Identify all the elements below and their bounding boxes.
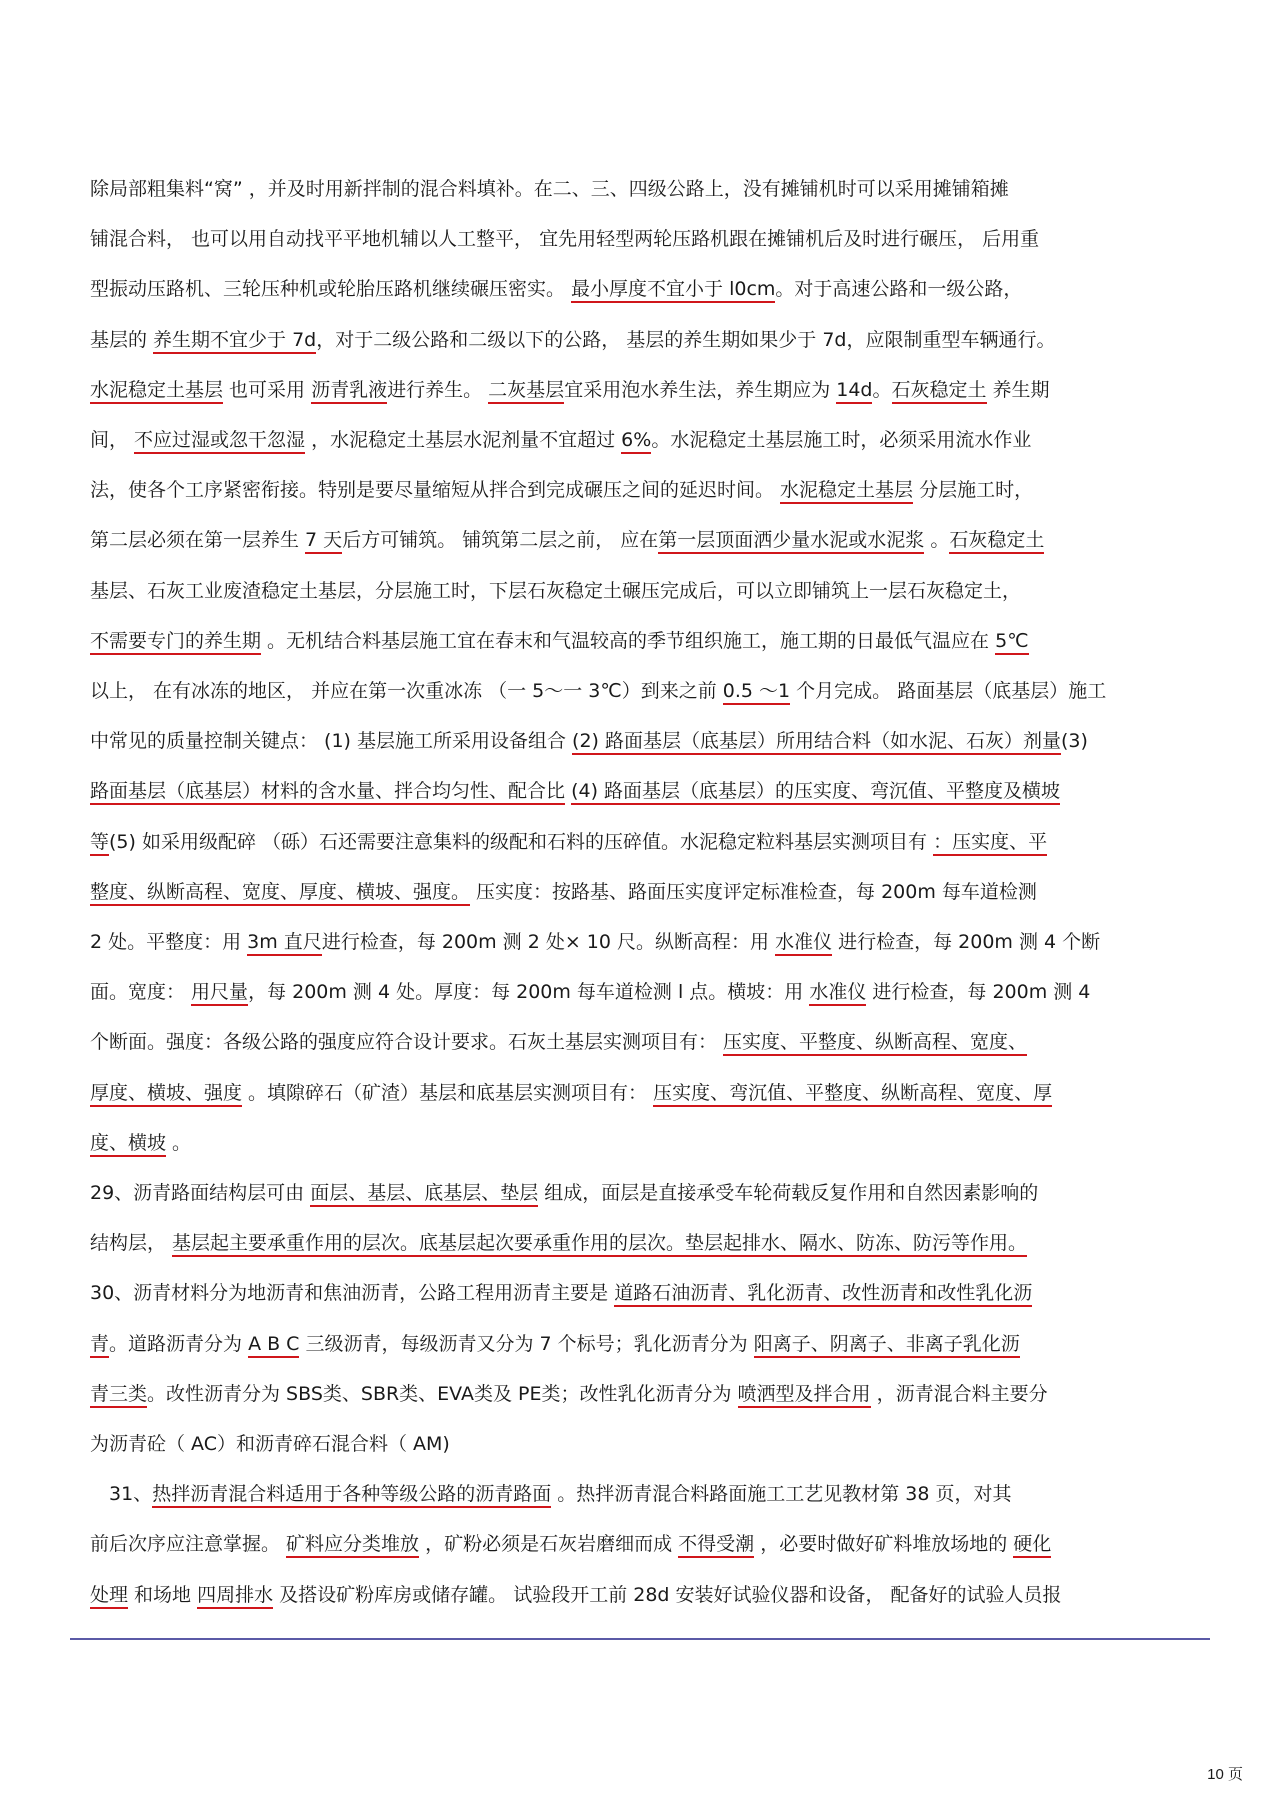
text-segment: 面。宽度： [90, 981, 192, 1004]
text-segment: 宜采用泡水养生法，养生期应为 [564, 378, 837, 401]
text-segment: 。无机结合料基层施工宜在春末和气温较高的季节组织施工，施工期的日最低气温应在 [261, 629, 996, 652]
text-segment: 组成，面层是直接承受车轮荷载反复作用和自然因素影响的 [538, 1182, 1039, 1204]
text-segment: 也可采用 [223, 378, 312, 401]
text-segment: 基层、石灰工业废渣稳定土基层，分层施工时，下层石灰稳定土碾压完成后，可以立即铺筑上一层石灰稳定土， [90, 579, 1022, 602]
text-line [90, 929, 1100, 955]
text-line [90, 728, 1088, 754]
text-line [90, 427, 1031, 453]
text-segment: 。对于高速公路和一级公路， [775, 278, 1023, 301]
underlined-answer: 硬化 [1013, 1533, 1051, 1558]
text-segment: 30、沥青材料分为地沥青和焦油沥青，公路工程用沥青主要是 [90, 1282, 615, 1305]
text-segment: 。填隙碎石（矿渣）基层和底基层实测项目有： [242, 1081, 654, 1104]
underlined-answer: 石灰稳定土 [949, 529, 1044, 554]
text-segment: (3) [1061, 730, 1088, 753]
text-line [90, 1130, 191, 1156]
underlined-answer: 四周排水 [197, 1584, 273, 1609]
underlined-answer: 压实度、平整度、纵断高程、宽度、 [723, 1031, 1027, 1056]
text-segment: 结构层， [90, 1232, 173, 1255]
underlined-answer: 第一层顶面洒少量水泥或水泥浆 [658, 529, 924, 554]
text-segment: 中常见的质量控制关键点： (1) 基层施工所采用设备组合 [90, 730, 573, 753]
underlined-answer: 等 [90, 831, 109, 856]
underlined-answer: (2) 路面基层（底基层）所用结合料（如水泥、石灰）剂量 [572, 730, 1061, 755]
underlined-answer: 整度、纵断高程、宽度、厚度、横坡、强度。 [90, 881, 470, 906]
text-segment: ，必要时做好矿料堆放场地的 [754, 1533, 1014, 1556]
text-segment: 除局部粗集料“窝” ，并及时用新拌制的混合料填补。在二、三、四级公路上，没有摊铺机时可以采用摊铺箱摊 [90, 178, 1009, 200]
text-segment: 进行检查，每 200m 测 2 处× 10 尺。纵断高程：用 [321, 931, 776, 953]
text-segment: 前后次序应注意掌握。 [90, 1533, 287, 1556]
text-line [90, 1080, 1052, 1106]
underlined-answer: 水泥稳定土基层 [780, 479, 913, 504]
text-segment: 。 [166, 1131, 192, 1154]
underlined-answer: 面层、基层、底基层、垫层 [310, 1182, 538, 1207]
underlined-answer: (4) 路面基层（底基层）的压实度、弯沉值、平整度及横坡 [571, 780, 1060, 805]
text-line [90, 226, 1039, 252]
page-number: 10 页 [1207, 1766, 1243, 1783]
underlined-answer: 厚度、横坡、强度 [90, 1082, 242, 1107]
text-segment: 养生期 [986, 378, 1050, 401]
text-segment: 29、沥青路面结构层可由 [90, 1182, 311, 1204]
underlined-answer: 热拌沥青混合料适用于各种等级公路的沥青路面 [152, 1483, 551, 1508]
text-line [90, 527, 1044, 553]
underlined-answer: 青 [90, 1333, 109, 1358]
text-line [90, 1531, 1051, 1557]
underlined-answer: 最小厚度不宜小于 l0cm [571, 278, 775, 303]
text-line [90, 176, 1009, 202]
underlined-answer: 沥青乳液 [311, 379, 387, 404]
text-segment: 基层的 [90, 328, 154, 351]
text-segment: 间， [90, 429, 135, 451]
underlined-answer: 7 天 [305, 529, 342, 554]
text-segment: (5) 如采用级配碎 （砾）石还需要注意集料的级配和石料的压碎值。水泥稳定粒料基层实测项目有 [109, 830, 934, 853]
underlined-answer: 基层起主要承重作用的层次。底基层起次要承重作用的层次。垫层起排水、隔水、防冻、防污等作用。 [172, 1232, 1027, 1257]
text-segment: 31、 [90, 1483, 153, 1506]
text-segment: ，每 200m 测 4 处。厚度：每 200m 每车道检测 l 点。横坡：用 [248, 981, 810, 1004]
text-segment: ，矿粉必须是石灰岩磨细而成 [419, 1533, 679, 1556]
text-segment: 及搭设矿粉库房或储存罐。 试验段开工前 28d 安装好试验仪器和设备， 配备好的试验人员报 [273, 1583, 1062, 1606]
text-segment: 和场地 [128, 1583, 198, 1606]
text-segment: 第二层必须在第一层养生 [90, 529, 306, 552]
text-line [90, 276, 1022, 302]
underlined-answer: 不应过湿或忽干忽湿 [134, 429, 305, 454]
text-line [90, 1481, 1012, 1507]
underlined-answer: ：压实度、平 [933, 831, 1047, 856]
text-line [90, 578, 1021, 604]
text-line [90, 1431, 450, 1457]
text-segment: ，对于二级公路和二级以下的公路， 基层的养生期如果少于 7d，应限制重型车辆通行。 [316, 328, 1056, 351]
text-segment: ，沥青混合料主要分 [870, 1382, 1048, 1405]
underlined-answer: 养生期不宜少于 7d [153, 329, 316, 354]
text-segment: 后方可铺筑。 铺筑第二层之前， 应在 [342, 529, 659, 552]
text-segment: 。 [872, 378, 892, 401]
text-segment: 个断面。强度：各级公路的强度应符合设计要求。石灰土基层实测项目有： [90, 1031, 724, 1054]
underlined-answer: 0.5 ～1 [723, 680, 790, 705]
text-line [90, 778, 1060, 804]
text-line [90, 1331, 1020, 1357]
text-line [90, 829, 1047, 855]
text-segment: 为沥青砼（ AC）和沥青碎石混合料（ AM) [90, 1433, 450, 1455]
underlined-answer: 3m 直尺 [247, 931, 322, 956]
text-line [90, 1180, 1038, 1206]
underlined-answer: 路面基层（底基层）材料的含水量、拌合均匀性、配合比 [90, 780, 565, 805]
text-line [90, 628, 1029, 654]
text-segment: 。道路沥青分为 [109, 1332, 249, 1355]
underlined-answer: 石灰稳定土 [892, 379, 987, 404]
text-line [90, 678, 1106, 704]
underlined-answer: 5℃ [995, 630, 1028, 655]
underlined-answer: 喷洒型及拌合用 [738, 1383, 871, 1408]
text-segment: 进行检查，每 200m 测 4 [866, 981, 1091, 1004]
text-line [90, 1280, 1032, 1306]
text-line [90, 1230, 1027, 1256]
footer-divider [70, 1638, 1210, 1640]
text-line [90, 879, 1037, 905]
underlined-answer: 矿料应分类堆放 [286, 1533, 419, 1558]
text-segment: 型振动压路机、三轮压种机或轮胎压路机继续碾压密实。 [90, 278, 572, 301]
text-line [90, 979, 1090, 1005]
underlined-answer: 道路石油沥青、乳化沥青、改性沥青和改性乳化沥 [614, 1282, 1032, 1307]
underlined-answer: 水泥稳定土基层 [90, 379, 223, 404]
text-segment: 以上， 在有冰冻的地区， 并应在第一次重冰冻 （一 5～一 3℃）到来之前 [90, 680, 723, 702]
underlined-answer: 二灰基层 [488, 379, 564, 404]
text-segment: 铺混合料， 也可以用自动找平平地机辅以人工整平， 宜先用轻型两轮压路机跟在摊铺机后及时进行碾压， 后用重 [90, 228, 1040, 251]
text-line [90, 1582, 1062, 1608]
underlined-answer: A B C [248, 1333, 299, 1358]
underlined-answer: 压实度、弯沉值、平整度、纵断高程、宽度、厚 [653, 1082, 1052, 1107]
text-segment: 进行检查，每 200m 测 4 个断 [832, 931, 1101, 953]
text-line [90, 377, 1050, 403]
text-segment: 压实度：按路基、路面压实度评定标准检查，每 200m 每车道检测 [470, 880, 1037, 903]
underlined-answer: 用尺量 [191, 981, 248, 1006]
underlined-answer: 阳离子、阴离子、非离子乳化沥 [754, 1333, 1020, 1358]
text-segment: 个月完成。 路面基层（底基层）施工 [790, 680, 1107, 702]
text-line [90, 1029, 1027, 1055]
underlined-answer: 6% [621, 429, 651, 454]
text-segment: 2 处。平整度：用 [90, 931, 248, 953]
underlined-answer: 不得受潮 [678, 1533, 754, 1558]
text-line [90, 1381, 1048, 1407]
text-segment: 。 [924, 529, 950, 552]
underlined-answer: 水准仪 [775, 931, 832, 956]
text-line [90, 327, 1055, 353]
text-segment: 分层施工时， [913, 479, 1034, 502]
text-line [90, 477, 1033, 503]
underlined-answer: 青三类 [90, 1383, 147, 1408]
text-segment: ，水泥稳定土基层水泥剂量不宜超过 [305, 429, 622, 451]
underlined-answer: 14d [836, 379, 872, 404]
text-segment: 。水泥稳定土基层施工时，必须采用流水作业 [651, 429, 1032, 451]
underlined-answer: 度、横坡 [90, 1132, 166, 1157]
text-segment: 三级沥青，每级沥青又分为 7 个标号；乳化沥青分为 [299, 1332, 754, 1355]
underlined-answer: 水准仪 [809, 981, 866, 1006]
text-segment: 法，使各个工序紧密衔接。特别是要尽量缩短从拌合到完成碾压之间的延迟时间。 [90, 479, 781, 502]
underlined-answer: 不需要专门的养生期 [90, 630, 261, 655]
text-segment: 进行养生。 [387, 378, 489, 401]
underlined-answer: 处理 [90, 1584, 128, 1609]
text-segment: 。改性沥青分为 SBS类、SBR类、EVA类及 PE类；改性乳化沥青分为 [147, 1382, 738, 1405]
text-segment: 。热拌沥青混合料路面施工工艺见教材第 38 页，对其 [551, 1483, 1012, 1506]
